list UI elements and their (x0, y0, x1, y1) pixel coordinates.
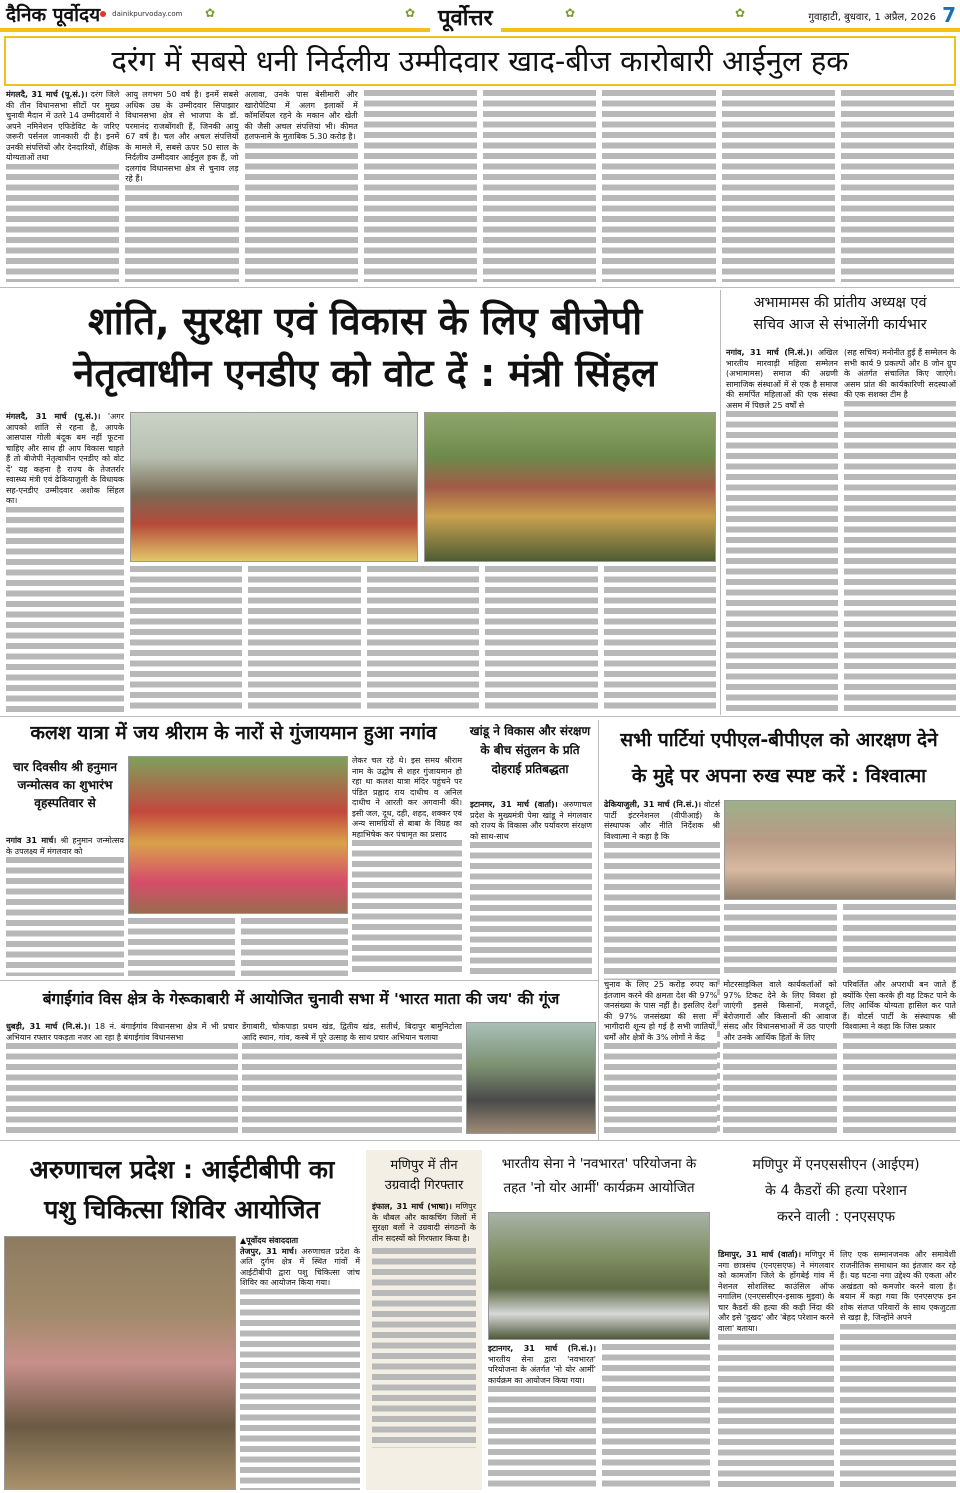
masthead (0, 0, 960, 32)
flower-icon: ✿ (735, 6, 746, 20)
headline-line: अरुणाचल प्रदेश : आईटीबीपी का (29, 1155, 335, 1184)
headline (486, 1152, 712, 1200)
dateline: नगांव 31 मार्च। (6, 836, 57, 845)
headline (4, 1150, 360, 1230)
article-body (6, 90, 954, 282)
article-text: (सह सचिव) मनोनीत हुई हैं सम्मेलन के सभी कार्य 9 प्रकल्पों और 8 जोन ग्रुप के अंतर्गत संचालित किए जाएंगे। असम प्रांत की कार्यकारिणी सदस्याओं की एक सशक्त टीम है (844, 348, 956, 399)
headline: कलश यात्रा में जय श्रीराम के नारों से गुंजायमान हुआ नगांव (30, 722, 437, 744)
headline: दरंग में सबसे धनी निर्दलीय उम्मीदवार खाद-बीज कारोबारी आईनुल हक (111, 43, 849, 78)
photo-gathering (724, 800, 956, 900)
headline: खांडू ने विकास और संरक्षण के बीच संतुलन के प्रति दोहराई प्रतिबद्धता (469, 724, 591, 776)
headline-line: सचिव आज से संभालेंगी कार्यभार (753, 317, 927, 333)
article-body (6, 1022, 238, 1134)
article-text: श्री हनुमान जन्मोत्सव के उपलक्ष्य में मंगलवार को (6, 836, 124, 856)
article-body (352, 756, 462, 976)
article-text: आयु लगभग 50 वर्ष है। इनमें सबसे अधिक उम्र के उम्मीदवार सिपाझार विधानसभा क्षेत्र से भाजपा के डॉ. परमानंद राजबोंगशी हैं, जिनकी आयु 67 वर्ष है। चल और अचल संपत्तियों के मामले में, सबसे ऊपर 50 साल के निर्दलीय उम्मीदवार आईनुल हक हैं, जो दलगांव विधानसभा क्षेत्र से चुनाव लड़ रहे हैं। (125, 90, 239, 183)
headline (602, 722, 956, 794)
article-body (718, 1250, 956, 1490)
headline: मणिपुर में तीन उग्रवादी गिरफ्तार (384, 1158, 464, 1193)
headline (724, 292, 956, 336)
dateline: इटानगर, 31 मार्च (वार्ता)। (470, 800, 558, 809)
lead-headline-box (4, 36, 956, 86)
subheadline: चार दिवसीय श्री हनुमान जन्मोत्सव का शुभारंभ वृहस्पतिवार से (12, 760, 118, 810)
article-text: परिवर्तित और अपराधी बन जाते हैं क्योंकि ऐसा करके ही वह टिकट पाने के लिए आर्थिक योग्यता हासिल कर पाते हैं। वोटर्स पार्टी के संस्थापक श्री विश्वात्मा ने कहा कि जिस प्रकार (842, 980, 956, 1031)
logo-dot-icon (100, 11, 106, 17)
article-text: चुनाव के लिए 25 करोड़ रुपए का इंतजाम करने की क्षमता देश की 97% जनसंख्या के पास नहीं है। इसलिए देश की 97% जनसंख्या की सत्ता में भागीदारी शून्य हो गई है सभी जातियों, धर्मों और क्षेत्रों के 3% लोगों ने केंद्र (604, 980, 718, 1042)
article-body (130, 566, 716, 712)
article-text: अरुणाचल प्रदेश के मुख्यमंत्री पेमा खांडू ने मंगलवार को राज्य के विकास और पर्यावरण संरक्षण को साथ-साथ (470, 800, 592, 841)
photo-veterinary-camp (4, 1236, 236, 1490)
flower-icon: ✿ (565, 6, 576, 20)
website: dainikpurvoday.com (112, 10, 183, 18)
headline: बंगाईगांव विस क्षेत्र के गेरूकाबारी में आयोजित चुनावी सभा में 'भारत माता की जय' की गूंज (42, 990, 560, 1008)
headline-line: तहत 'नो योर आर्मी' कार्यक्रम आयोजित (503, 1180, 695, 1196)
photo-kalash-yatra (128, 756, 348, 914)
article-body (726, 348, 956, 712)
photo-know-your-army (488, 1212, 710, 1340)
dateline: मंगलदै, 31 मार्च (पू.सं.)। (6, 90, 88, 99)
article-text: लिए एक सम्मानजनक और समावेशी राजनीतिक समाधान का इंतजार कर रहे हैं। यह घटना नगा उद्देश्य की एकता और अखंडता को कमजोर करने वाला है। बयान में कहा गया कि एनएसएफ इन शोक संतप्त परिवारों के साथ एकजुटता से खड़ा है, जिन्होंने अपने (840, 1250, 956, 1322)
article-text: दरंग जिले की तीन विधानसभा सीटों पर मुख्य चुनावी मैदान में उतरे 14 उम्मीदवारों ने अपने नमिनेशन एफिडेविट के जरिए जरूरी पर्सनल जानकारी दी है। इनमें उनकी संपत्तियों और देनदारियों, शैक्षिक योग्यताओं तथा (6, 90, 120, 162)
article-body (6, 412, 124, 712)
article-text: मोटरसाइकिल वाले कार्यकर्ताओं को 97% टिकट देने के लिए विवश हो जाएंगी इससे किसानों, मजदूरों, बेरोजगारों और किसानों की आवाज संसद और विधानसभाओं में उठ पाएगी और उनके आर्थिक हितों के लिए (723, 980, 837, 1042)
flower-icon: ✿ (205, 6, 216, 20)
article-text: वोटर्स पार्टी इंटरनेशनल (वीपीआई) के संस्थापक और नीति निर्देशक श्री विश्वात्मा ने कहा है कि (604, 800, 720, 841)
headline-line: करने वाली : एनएसएफ (776, 1209, 896, 1225)
headline (20, 295, 710, 399)
article-text: मणिपुर के थौबल और काकचिंग जिलों में सुरक्षा बलों ने उग्रवादी संगठनों के तीन सदस्यों को गिरफ्तार किया है। (372, 1202, 476, 1243)
dateline: इटानगर, 31 मार्च (नि.सं.)। (488, 1344, 596, 1353)
article-text: 'अगर आपको शांति से रहना है, आपके आसपास गोली बंदूक बम नहीं फूटना चाहिए और साथ ही आप विकास चाहते हैं तो बीजेपी नेतृत्वाधीन एनडीए को वोट दें' यह कहना है राज्य के तेजतर्रार स्वास्थ्य मंत्री एवं ढेकियाजुली के विधायक सह-एनडीए उम्मीदवार अशोक सिंहल का। (6, 412, 124, 505)
headline-line: अभामामस की प्रांतीय अध्यक्ष एवं (753, 295, 927, 311)
dateline: ढेकियाजुली, 31 मार्च (नि.सं.)। (604, 800, 702, 809)
article-body (604, 980, 956, 1136)
section-title: पूर्वोत्तर (430, 2, 501, 32)
photo-election-meeting (466, 1022, 596, 1134)
article-text: डेंगाबारी, चोकपाड़ा प्रथम खंड, द्वितीय खंड, सतीर्थ, बिदापुर बामुनिटोला आदि स्थान, गांव, कस्बे में पूरे उत्साह के साथ प्रचार अभियान चलाया (242, 1022, 462, 1042)
headline-line: के 4 कैडरों की हत्या परेशान (765, 1183, 907, 1199)
headline-line: भारतीय सेना ने 'नवभारत' परियोजना के (501, 1156, 697, 1172)
photo-rally-meeting (130, 412, 418, 562)
article-body (128, 918, 348, 976)
article-body (240, 1236, 360, 1490)
headline-line: मणिपुर में एनएससीएन (आईएम) (752, 1157, 920, 1173)
article-body (488, 1344, 710, 1490)
dateline: तेजपुर, 31 मार्च। (240, 1246, 297, 1256)
headline-line: पशु चिकित्सा शिविर आयोजित (44, 1195, 320, 1224)
article-text: अखिल भारतीय मारवाड़ी महिला सम्मेलन (अभामामस) समाज की अग्रणी सामाजिक संस्थाओं में से एक है समाज की समर्पित महिलाओं की एक संस्था असम में पिछले 25 वर्षों से (726, 348, 838, 410)
news-brief-box (366, 1150, 482, 1490)
headline-line: के मुद्दे पर अपना रुख स्पष्ट करें : विश्वात्मा (631, 765, 927, 787)
flower-icon: ✿ (405, 6, 416, 20)
dateline: डिमापुर, 31 मार्च (वार्ता)। (718, 1250, 801, 1259)
page-number: 7 (942, 3, 956, 27)
headline-line: शांति, सुरक्षा एवं विकास के लिए बीजेपी (87, 299, 643, 343)
dateline: मंगलदै, 31 मार्च (पू.सं.)। (6, 412, 101, 421)
article-body (6, 836, 124, 976)
headline (716, 1152, 956, 1230)
headline-line: नेतृत्वाधीन एनडीए को वोट दें : मंत्री सिंहल (73, 351, 657, 395)
article-text: भारतीय सेना द्वारा 'नवभारत' परियोजना के अंतर्गत 'नो योर आर्मी' कार्यक्रम का आयोजन किया गया। (488, 1354, 596, 1385)
article-body (242, 1022, 462, 1134)
dateline: धुबड़ी, 31 मार्च (नि.सं.)। (6, 1022, 91, 1031)
dateline: इंफाल, 31 मार्च (भाषा)। (372, 1202, 452, 1211)
article-text: 18 नं. बंगाईगांव विधानसभा क्षेत्र में भी प्रचार अभियान रफ्तार पकड़ता नजर आ रहा है बंगाईगांव विधानसभा (6, 1022, 238, 1042)
article-text: अरुणाचल प्रदेश के अति दुर्गम क्षेत्र में स्थित गांवों में आईटीबीपी द्वारा पशु चिकित्सा जांच शिविर का आयोजन किया गया। (240, 1246, 360, 1287)
article-body (470, 800, 592, 976)
photo-crowd (424, 412, 716, 562)
headline-line: सभी पार्टियां एपीएल-बीपीएल को आरक्षण देने (620, 729, 938, 751)
newspaper-logo: दैनिक पूर्वोदय (6, 4, 101, 26)
byline: ▲पूर्वोदय संवाददाता (240, 1236, 299, 1245)
dateline: नगांव, 31 मार्च (नि.सं.)। (726, 348, 813, 357)
issue-date: गुवाहाटी, बुधवार, 1 अप्रैल, 2026 (808, 12, 936, 23)
article-text: लेकर चल रहे थे। इस समय श्रीराम नाम के उद्घोष से शहर गुंजायमान हो रहा था कलश यात्रा मंदिर पहुंचने पर पंडित प्रह्लाद राय दाधीच व अनिल दाधीच ने आरती कर अगवानी की। इसी जल, दूध, दही, शहद, शक्कर एवं अन्य सामग्रियों से बाबा के विग्रह का महाभिषेक कर पंचामृत का प्रसाद (352, 756, 462, 839)
article-text: अलावा, उनके पास बेसीमारी और खारोपेटिया में अलग इलाकों में कॉमर्शियल रहने के मकान और खेती की जैसी अचल संपत्तियां भी। कीमत हलफनामे के मुताबिक 5.30 करोड़ है। (244, 90, 358, 141)
article-text: मणिपुर में नगा छात्रसंघ (एनएसएफ) ने मंगलवार को कामजोंग जिले के होंगबेई गांव में नेशनल सोशलिस्ट काउंसिल ऑफ नगालिम (एनएससीएन-इसाक मुइवा) के चार कैडरों की हत्या की कड़ी निंदा की और इसे 'दुखद' और 'बेहद परेशान करने वाला' बताया। (718, 1250, 835, 1333)
